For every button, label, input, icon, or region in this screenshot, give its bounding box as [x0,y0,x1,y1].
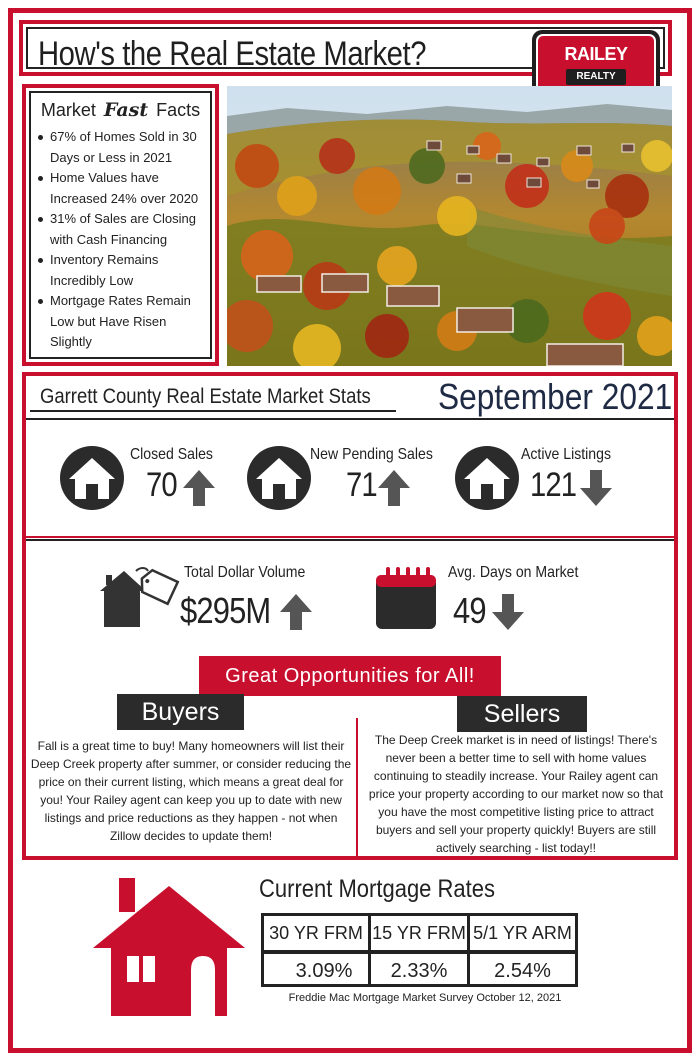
opportunities-banner: Great Opportunities for All! [199,656,501,696]
dollar-volume-value: $295M [180,590,271,631]
arrow-down-icon [580,470,612,511]
active-listings-value: 121 [530,466,577,504]
closed-sales-value: 70 [146,466,177,504]
house-circle-icon [247,446,311,515]
autumn-aerial-photo [227,86,672,366]
rate-column-header: 30 YR FRM [269,923,363,943]
arrow-down-icon [492,594,524,635]
buyers-tab: Buyers [117,694,244,730]
active-listings-label: Active Listings [521,446,611,463]
stats-month: September 2021 [438,376,673,417]
facts-heading [37,99,204,121]
facts-heading-pre: Market [40,100,96,120]
closed-sales-label: Closed Sales [130,446,213,463]
days-on-market-label: Avg. Days on Market [448,564,579,581]
fact-item: Home Values have Increased 24% over 2020 [37,168,204,209]
sellers-tab: Sellers [457,696,587,732]
calendar-icon [376,567,436,634]
rate-column-header: 5/1 YR ARM [473,923,572,943]
mortgage-rates-table [261,913,578,987]
house-tag-icon [100,565,182,634]
facts-heading-post: Facts [156,100,201,120]
rate-column-header: 15 YR FRM [372,923,466,943]
fact-item: 31% of Sales are Closing with Cash Financing [37,209,204,250]
pending-sales-value: 71 [346,466,377,504]
arrow-up-icon [378,470,410,511]
house-circle-icon [60,446,124,515]
mortgage-rates-title: Current Mortgage Rates [259,875,496,903]
arrow-up-icon [183,470,215,511]
facts-list [37,127,204,353]
buyers-text: Fall is a great time to buy! Many homeowners will list their Deep Creek property after summer, or consider reducing the price on their current listing, which means a great deal for you! Your Railey agent can keep you up to date with new listings and price reductions as they happen - not when Zillow decides to update them! [30,739,352,843]
logo-sub-text: REALTY [566,69,626,85]
days-on-market-value: 49 [453,590,486,631]
column-divider [356,718,358,856]
fact-item: Mortgage Rates Remain Low but Have Risen Slightly [37,291,204,353]
page-title: How's the Real Estate Market? [38,35,427,73]
market-facts-box [22,84,219,366]
rate-value: 2.33% [390,960,448,982]
divider [26,539,674,541]
section-title-underline [30,410,396,412]
fact-item: 67% of Homes Sold in 30 Days or Less in 2021 [37,127,204,168]
fact-item: Inventory Remains Incredibly Low [37,250,204,291]
sellers-text: The Deep Creek market is in need of listings! There's never been a better time to sell with home values continuing to steadily increase. Your Railey agent can price your property according to our market now so that you have the most competitive listing price to attract buyers and sell your property quickly! Buyers are still actively searching - list today!! [368,733,664,855]
logo-main-text: RAILEY [564,44,628,64]
rate-value: 3.09% [295,960,353,982]
rates-source-note: Freddie Mac Mortgage Market Survey October 12, 2021 [288,992,562,1004]
rate-value: 2.54% [494,960,551,982]
dollar-volume-label: Total Dollar Volume [184,564,306,581]
house-circle-icon [455,446,519,515]
red-house-icon [93,878,245,1021]
divider [26,536,674,538]
stats-section-title: Garrett County Real Estate Market Stats [40,385,371,408]
facts-heading-fast: Fast [103,99,149,121]
divider [26,418,674,420]
arrow-up-icon [280,594,312,635]
pending-sales-label: New Pending Sales [310,446,433,463]
